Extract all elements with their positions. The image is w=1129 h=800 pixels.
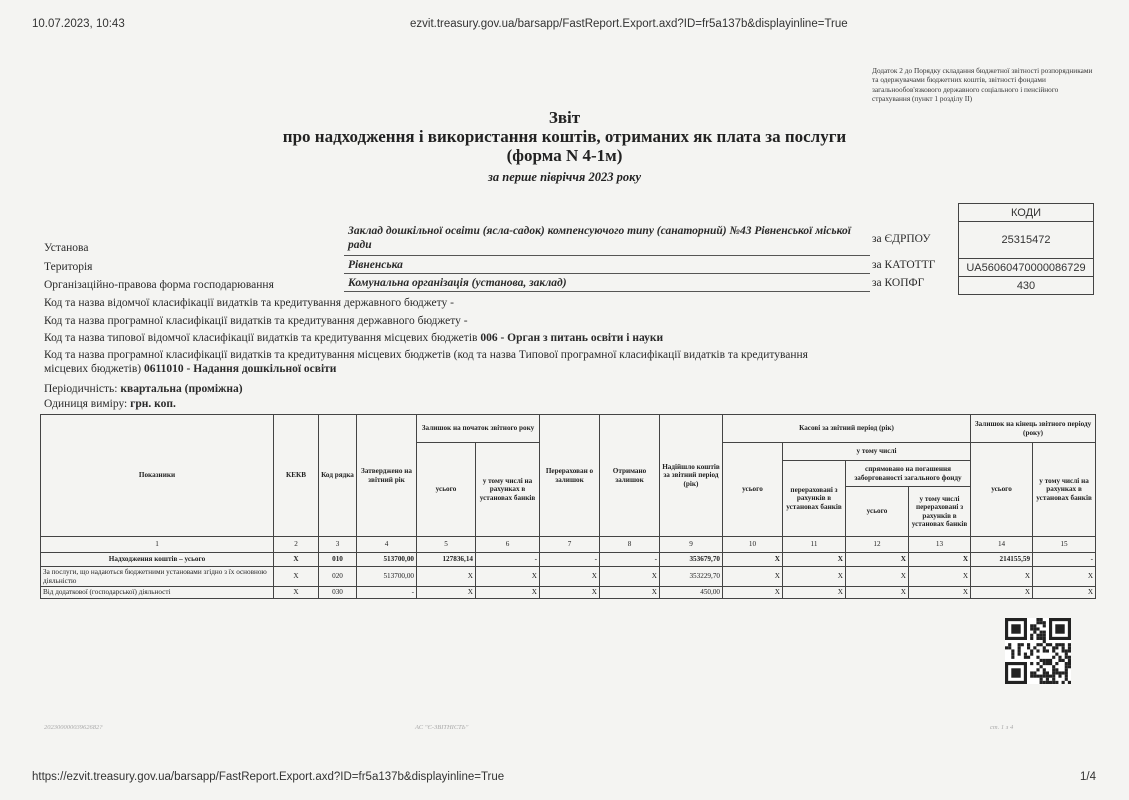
print-url: ezvit.treasury.gov.ua/barsapp/FastReport.Export.axd?ID=fr5a137b&displayinline=True: [410, 18, 848, 30]
table-cell: -: [540, 553, 600, 567]
column-number-cell: 10: [723, 537, 783, 553]
table-row: [41, 567, 1096, 587]
th-balance-start-total: усього: [417, 443, 476, 537]
table-cell: 214155,59: [971, 553, 1033, 567]
annex-note: Додаток 2 до Порядку складання бюджетної звітності розпорядниками та одержувачами бюджетних коштів, звітності фондами загальнообов'язкового державного соціального і пенсійного страхування (пункт 1 розділу II): [872, 66, 1093, 104]
column-number-cell: 14: [971, 537, 1033, 553]
typical-class-value: 006 - Орган з питань освіти і науки: [480, 332, 664, 344]
table-cell: 353229,70: [660, 567, 723, 587]
table-cell: X: [1033, 587, 1096, 599]
table-cell: -: [357, 587, 417, 599]
column-number-cell: 4: [357, 537, 417, 553]
th-indicators: Показники: [41, 415, 274, 537]
th-cash-expenses: Касові за звітний період (рік): [723, 415, 971, 443]
table-cell: X: [540, 587, 600, 599]
table-cell: 513700,00: [357, 553, 417, 567]
table-cell: X: [846, 567, 909, 587]
table-cell: X: [723, 553, 783, 567]
line-typical-class: [44, 331, 663, 345]
line-prog-class: Код та назва програмної класифікації видатків та кредитування державного бюджету -: [44, 315, 468, 327]
table-cell: X: [783, 587, 846, 599]
table-cell: X: [600, 587, 660, 599]
table-cell: -: [1033, 553, 1096, 567]
column-number-cell: 12: [846, 537, 909, 553]
table-cell: X: [846, 553, 909, 567]
th-balance-end-banks: у тому числі на рахунках в установах банків: [1033, 443, 1096, 537]
unit-value: грн. коп.: [130, 398, 176, 410]
table-cell: X: [846, 587, 909, 599]
th-income: Надійшло коштів за звітний період (рік): [660, 415, 723, 537]
unit-label: Одиниця виміру:: [44, 398, 128, 410]
kopfg-code: 430: [959, 277, 1094, 295]
th-balance-end: Залишок на кінець звітного періоду (року): [971, 415, 1096, 443]
table-cell: 513700,00: [357, 567, 417, 587]
institution-label: Установа: [44, 242, 89, 254]
footer-doc-id: 20230000003962682?: [44, 724, 103, 731]
institution-underline: [344, 255, 870, 256]
legal-form-underline: [344, 291, 870, 292]
th-balance-start: Залишок на початок звітного року: [417, 415, 540, 443]
th-cash-total: усього: [723, 443, 783, 537]
table-cell: X: [417, 567, 476, 587]
local-prog-value: 0611010 - Надання дошкільної освіти: [144, 363, 337, 375]
print-datetime: 10.07.2023, 10:43: [32, 18, 125, 30]
territory-underline: [344, 273, 870, 274]
report-title: Звіт: [548, 108, 581, 127]
line-periodicity: [44, 382, 243, 396]
katottg-label: за КАТОТТГ: [872, 259, 936, 271]
th-received: Отримано залишок: [600, 415, 660, 537]
th-to-repay: спрямовано на погашення заборгованості загального фонду: [846, 461, 971, 487]
column-number-cell: 11: [783, 537, 846, 553]
report-table: [40, 414, 1096, 599]
edrpou-code: 25315472: [959, 222, 1094, 259]
row-label-cell: Від додаткової (господарської) діяльності: [41, 587, 274, 599]
line-local-prog-class: [44, 348, 854, 376]
table-cell: X: [783, 567, 846, 587]
territory-value: Рівненська: [348, 259, 403, 271]
row-label-cell: За послуги, що надаються бюджетними установами згідно з їх основною діяльністю: [41, 567, 274, 587]
th-balance-end-total: усього: [971, 443, 1033, 537]
institution-value: Заклад дошкільної освіти (ясла-садок) компенсуючого типу (санаторний) №43 Рівненської міської ради: [348, 225, 851, 251]
table-cell: X: [274, 553, 319, 567]
column-number-cell: 5: [417, 537, 476, 553]
column-number-cell: 3: [319, 537, 357, 553]
local-prog-text-b: місцевих бюджетів): [44, 363, 142, 375]
report-period: за перше півріччя 2023 року: [487, 170, 641, 184]
line-unit: [44, 397, 176, 411]
th-repay-total: усього: [846, 487, 909, 537]
table-cell: X: [971, 587, 1033, 599]
th-kekv: КЕКВ: [274, 415, 319, 537]
column-number-cell: 13: [909, 537, 971, 553]
qr-code-icon: [1005, 618, 1071, 684]
codes-table: [958, 203, 1094, 295]
table-cell: 030: [319, 587, 357, 599]
row-label-cell: Надходження коштів – усього: [41, 553, 274, 567]
column-number-cell: 15: [1033, 537, 1096, 553]
legal-form-label: Організаційно-правова форма господарювання: [44, 279, 274, 291]
report-subtitle: про надходження і використання коштів, отриманих як плата за послуги: [282, 127, 847, 146]
table-cell: X: [1033, 567, 1096, 587]
table-cell: X: [909, 587, 971, 599]
table-cell: X: [723, 567, 783, 587]
table-cell: X: [274, 567, 319, 587]
table-cell: X: [909, 567, 971, 587]
report-form: (форма N 4-1м): [506, 146, 623, 165]
table-row: [41, 553, 1096, 567]
codes-header: КОДИ: [959, 204, 1094, 222]
footer-system: АС "Є-ЗВІТНІСТЬ": [415, 724, 469, 731]
line-dept-class: Код та назва відомчої класифікації видатків та кредитування державного бюджету -: [44, 297, 454, 309]
kopfg-label: за КОПФГ: [872, 277, 925, 289]
table-cell: X: [540, 567, 600, 587]
table-cell: 127836,14: [417, 553, 476, 567]
table-cell: 353679,70: [660, 553, 723, 567]
table-cell: X: [476, 567, 540, 587]
th-cash-incl: у тому числі: [783, 443, 971, 461]
print-page-number: 1/4: [1080, 771, 1096, 783]
column-number-cell: 8: [600, 537, 660, 553]
th-repay-from-bank: у тому числі перераховані з рахунків в установах банків: [909, 487, 971, 537]
periodicity-value: квартальна (проміжна): [120, 383, 243, 395]
column-number-cell: 6: [476, 537, 540, 553]
table-cell: 450,00: [660, 587, 723, 599]
table-cell: X: [971, 567, 1033, 587]
th-approved: Затверджено на звітний рік: [357, 415, 417, 537]
column-number-cell: 7: [540, 537, 600, 553]
print-url-bottom: https://ezvit.treasury.gov.ua/barsapp/FastReport.Export.axd?ID=fr5a137b&displayinline=True: [32, 771, 505, 783]
column-number-cell: 2: [274, 537, 319, 553]
th-from-bank-accounts: перераховані з рахунків в установах банків: [783, 461, 846, 537]
column-number-cell: 9: [660, 537, 723, 553]
th-row-code: Код рядка: [319, 415, 357, 537]
table-cell: -: [476, 553, 540, 567]
table-cell: 020: [319, 567, 357, 587]
table-cell: X: [274, 587, 319, 599]
table-cell: -: [600, 553, 660, 567]
th-transferred: Перерахован о залишок: [540, 415, 600, 537]
footer-page-faint: ст. 1 з 4: [990, 724, 1014, 731]
table-cell: X: [909, 553, 971, 567]
column-numbers-row: [41, 537, 1096, 553]
column-number-cell: 1: [41, 537, 274, 553]
table-cell: X: [783, 553, 846, 567]
katottg-code: UA56060470000086729: [959, 259, 1094, 277]
table-row: [41, 587, 1096, 599]
table-cell: 010: [319, 553, 357, 567]
territory-label: Територія: [44, 261, 93, 273]
table-cell: X: [600, 567, 660, 587]
edrpou-label: за ЄДРПОУ: [872, 233, 931, 245]
table-cell: X: [723, 587, 783, 599]
typical-class-text: Код та назва типової відомчої класифікації видатків та кредитування місцевих бюджетів: [44, 332, 478, 344]
legal-form-value: Комунальна організація (установа, заклад): [348, 277, 567, 289]
periodicity-label: Періодичність:: [44, 383, 118, 395]
th-balance-start-banks: у тому числі на рахунках в установах банків: [476, 443, 540, 537]
table-cell: X: [476, 587, 540, 599]
table-cell: X: [417, 587, 476, 599]
local-prog-text-a: Код та назва програмної класифікації видатків та кредитування місцевих бюджетів (код та назва Типової програмної класифікації видатків та кредитування: [44, 349, 808, 361]
